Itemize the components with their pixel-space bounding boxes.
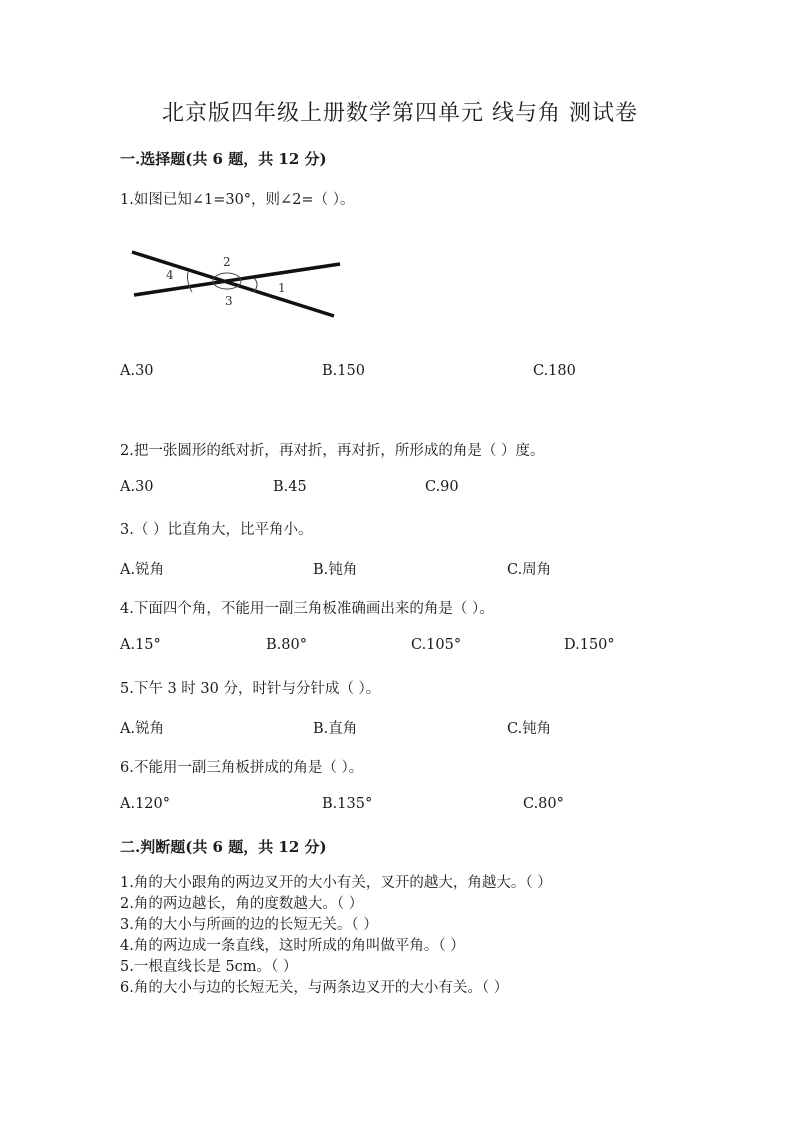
question-2: 2.把一张圆形的纸对折，再对折，再对折，所形成的角是（ ）度。 — [120, 443, 545, 459]
q3-option-c: C.周角 — [507, 562, 552, 578]
q3-option-b: B.钝角 — [313, 562, 358, 578]
angle-arc-4 — [188, 272, 193, 292]
q5-option-a: A.锐角 — [120, 721, 165, 737]
page-title: 北京版四年级上册数学第四单元 线与角 测试卷 — [162, 101, 638, 126]
q4-option-b: B.80° — [266, 637, 307, 653]
angle-label-4: 4 — [166, 268, 174, 282]
question-6: 6.不能用一副三角板拼成的角是（ ）。 — [120, 760, 364, 776]
q5-option-b: B.直角 — [313, 721, 358, 737]
question-5: 5.下午 3 时 30 分，时针与分针成（ ）。 — [120, 681, 381, 697]
q1-option-a: A.30 — [120, 363, 154, 379]
judge-item-1: 1.角的大小跟角的两边叉开的大小有关，叉开的越大，角越大。（ ） — [120, 875, 552, 891]
question-3: 3.（ ）比直角大，比平角小。 — [120, 522, 313, 538]
angle-label-3: 3 — [225, 294, 233, 308]
q1-option-c: C.180 — [533, 363, 576, 379]
angle-label-2: 2 — [223, 255, 231, 269]
angle-figure — [128, 248, 348, 328]
q6-option-b: B.135° — [322, 796, 373, 812]
judge-item-4: 4.角的两边成一条直线，这时所成的角叫做平角。（ ） — [120, 938, 465, 954]
question-4: 4.下面四个角，不能用一副三角板准确画出来的角是（ ）。 — [120, 601, 494, 617]
line-descending — [132, 252, 334, 316]
section1-heading: 一.选择题(共 6 题，共 12 分) — [120, 150, 327, 168]
q6-option-c: C.80° — [523, 796, 564, 812]
q4-option-a: A.15° — [120, 637, 161, 653]
judge-item-6: 6.角的大小与边的长短无关，与两条边叉开的大小有关。（ ） — [120, 980, 509, 996]
q2-option-a: A.30 — [120, 479, 154, 495]
q6-option-a: A.120° — [120, 796, 171, 812]
q3-option-a: A.锐角 — [120, 562, 165, 578]
q1-option-b: B.150 — [322, 363, 365, 379]
judge-item-5: 5.一根直线长是 5cm。（ ） — [120, 959, 298, 975]
q2-option-b: B.45 — [273, 479, 307, 495]
q2-option-c: C.90 — [425, 479, 459, 495]
q4-option-d: D.150° — [564, 637, 615, 653]
judge-item-3: 3.角的大小与所画的边的长短无关。（ ） — [120, 917, 378, 933]
angle-label-1: 1 — [278, 281, 286, 295]
judge-item-2: 2.角的两边越长，角的度数越大。（ ） — [120, 896, 364, 912]
q4-option-c: C.105° — [411, 637, 462, 653]
line-ascending — [134, 264, 340, 295]
section2-heading: 二.判断题(共 6 题，共 12 分) — [120, 838, 327, 856]
q5-option-c: C.钝角 — [507, 721, 552, 737]
question-1: 1.如图已知∠1=30°，则∠2=（ ）。 — [120, 192, 355, 208]
